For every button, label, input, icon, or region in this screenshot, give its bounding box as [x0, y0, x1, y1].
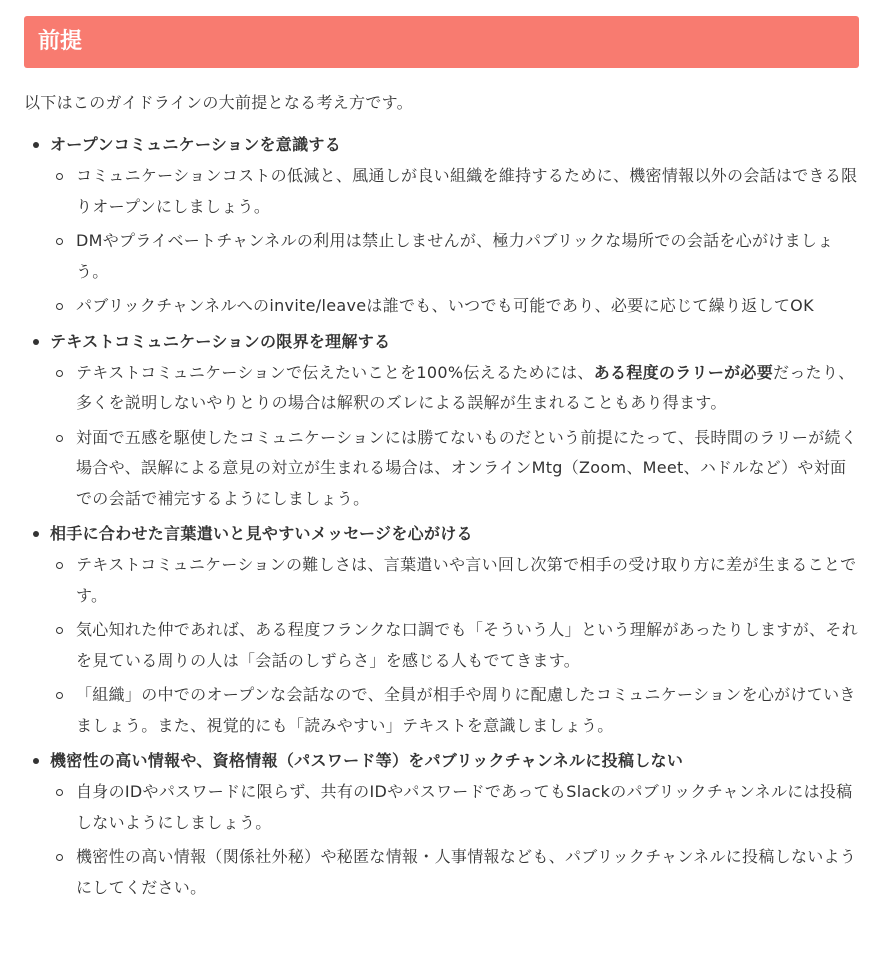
- circle-bullet-icon: [56, 238, 63, 245]
- point-list: [50, 161, 859, 322]
- bullet-icon: [33, 531, 39, 537]
- point-text-after: だったり、多くを説明しないやりとりの場合は解釈のズレによる誤解が生まれることもあり得ます。: [76, 362, 855, 412]
- circle-bullet-icon: [56, 854, 63, 861]
- point-item: [50, 358, 859, 419]
- bullet-icon: [33, 142, 39, 148]
- section-heading: 前提: [24, 16, 859, 68]
- circle-bullet-icon: [56, 435, 63, 442]
- point-item: [50, 550, 859, 611]
- circle-bullet-icon: [56, 789, 63, 796]
- point-item: [50, 842, 859, 903]
- topic-item: [24, 745, 859, 903]
- point-text: 自身のIDやパスワードに限らず、共有のIDやパスワードであってもSlackのパブリックチャンネルには投稿しないようにしましょう。: [76, 782, 853, 832]
- point-item: [50, 615, 859, 676]
- circle-bullet-icon: [56, 562, 63, 569]
- point-list: [50, 777, 859, 903]
- circle-bullet-icon: [56, 370, 63, 377]
- topic-title: 機密性の高い情報や、資格情報（パスワード等）をパブリックチャンネルに投稿しない: [50, 751, 684, 770]
- point-text: 気心知れた仲であれば、ある程度フランクな口調でも「そういう人」という理解があったりしますが、それを見ている周りの人は「会話のしずらさ」を感じる人もでてきます。: [76, 620, 858, 670]
- point-item: [50, 777, 859, 838]
- point-item: [50, 423, 859, 515]
- topic-title: オープンコミュニケーションを意識する: [50, 135, 342, 154]
- point-text-before: テキストコミュニケーションで伝えたいことを100%伝えるためには、: [76, 362, 594, 382]
- point-list: [50, 358, 859, 515]
- circle-bullet-icon: [56, 692, 63, 699]
- point-text: 機密性の高い情報（関係社外秘）や秘匿な情報・人事情報なども、パブリックチャンネルに投稿しないようにしてください。: [76, 847, 857, 897]
- point-text: コミュニケーションコストの低減と、風通しが良い組織を維持するために、機密情報以外の会話はできる限りオープンにしましょう。: [76, 166, 858, 216]
- topic-list: [24, 129, 859, 903]
- topic-item: [24, 129, 859, 322]
- point-list: [50, 550, 859, 741]
- point-text: 対面で五感を駆使したコミュニケーションには勝てないものだという前提にたって、長時間のラリーが続く場合や、誤解による意見の対立が生まれる場合は、オンラインMtg（Zoom、Meet、ハドルなど）や対面での会話で補完するようにしましょう。: [76, 427, 858, 508]
- point-item: [50, 291, 859, 322]
- circle-bullet-icon: [56, 303, 63, 310]
- topic-title: 相手に合わせた言葉遣いと見やすいメッセージを心がける: [50, 524, 473, 543]
- point-text: DMやプライベートチャンネルの利用は禁止しませんが、極力パブリックな場所での会話を心がけましょう。: [76, 231, 834, 281]
- point-item: [50, 680, 859, 741]
- point-text: [76, 363, 855, 413]
- circle-bullet-icon: [56, 173, 63, 180]
- point-text: テキストコミュニケーションの難しさは、言葉遣いや言い回し次第で相手の受け取り方に差が生まることです。: [76, 555, 857, 605]
- point-item: [50, 161, 859, 222]
- topic-title: テキストコミュニケーションの限界を理解する: [50, 331, 391, 351]
- point-text: パブリックチャンネルへのinvite/leaveは誰でも、いつでも可能であり、必要に応じて繰り返してOK: [76, 296, 814, 315]
- topic-item: [24, 326, 859, 515]
- intro-paragraph: 以下はこのガイドラインの大前提となる考え方です。: [24, 93, 413, 112]
- bullet-icon: [33, 339, 39, 345]
- emphasis-text: ある程度のラリーが必要: [593, 362, 774, 382]
- topic-item: [24, 518, 859, 741]
- bullet-icon: [33, 758, 39, 764]
- point-text: 「組織」の中でのオープンな会話なので、全員が相手や周りに配慮したコミュニケーションを心がけていきましょう。また、視覚的にも「読みやすい」テキストを意識しましょう。: [76, 685, 856, 735]
- point-item: [50, 226, 859, 287]
- circle-bullet-icon: [56, 627, 63, 634]
